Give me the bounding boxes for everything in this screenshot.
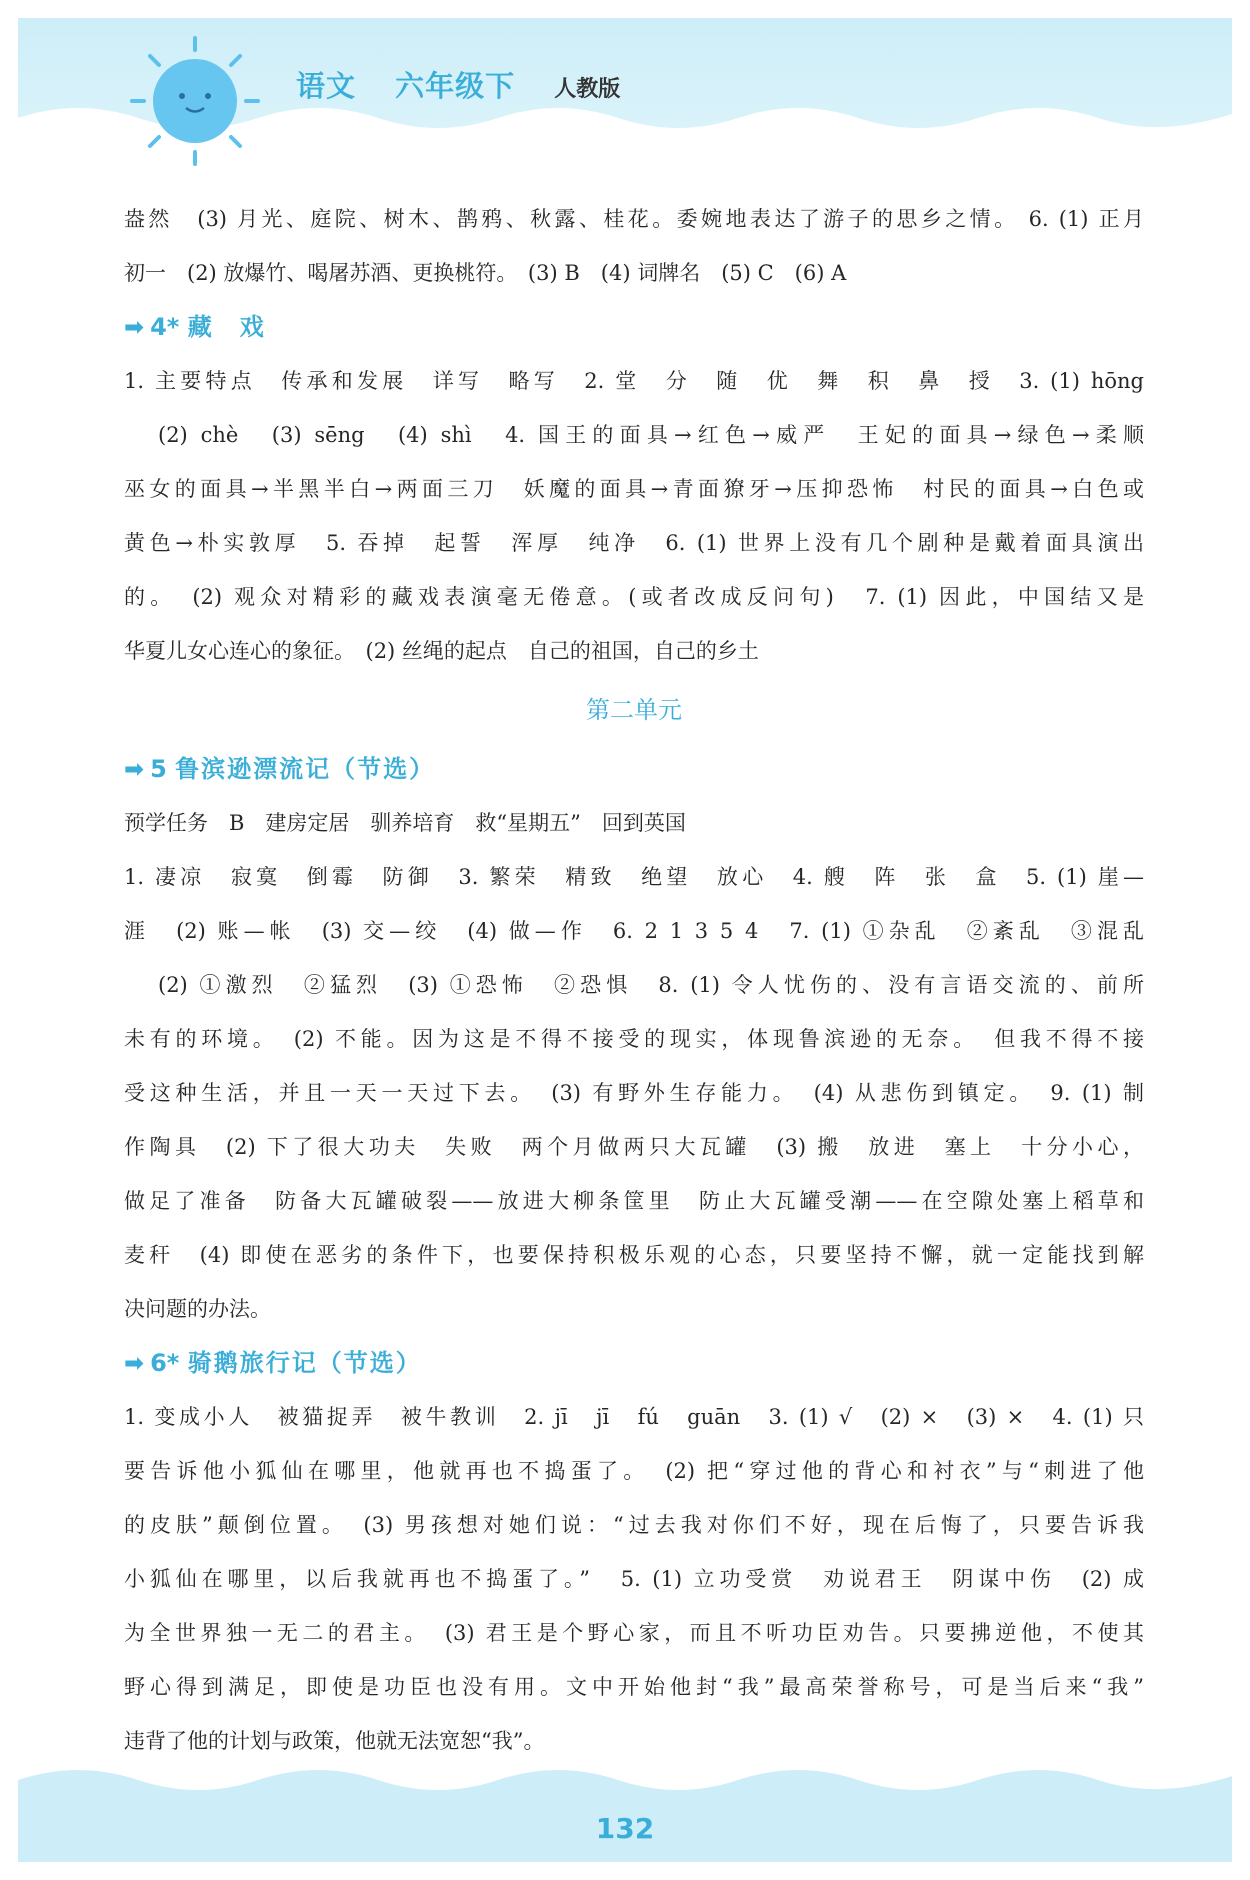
unit-title: 第二单元 (586, 696, 682, 724)
text-line: 预学任务 B 建房定居 驯养培育 救“星期五” 回到英国 (124, 811, 686, 835)
text-line: (2) ①激烈 ②猛烈 (3) ①恐怖 ②恐惧 8. (1) 令人忧伤的、没有言语交流的、前所 (158, 973, 1144, 997)
text-line: 违背了他的计划与政策，他就无法宽恕“我”。 (124, 1729, 545, 1753)
arrow-icon: ➡ (124, 755, 145, 783)
text-line: 做足了准备 防备大瓦罐破裂——放进大柳条筐里 防止大瓦罐受潮——在空隙处塞上稻草和 (124, 1189, 1144, 1213)
page-footer (18, 1760, 1232, 1862)
lesson-number: 6* (150, 1349, 180, 1377)
text-line: 野心得到满足，即使是功臣也没有用。文中开始他封“我”最高荣誉称号，可是当后来“我” (124, 1675, 1144, 1699)
footer-wave (18, 1760, 1232, 1862)
lesson-6-heading (124, 1336, 1144, 1390)
arrow-icon: ➡ (124, 1349, 145, 1377)
lesson-number: 4* (150, 313, 180, 341)
lesson-5-heading (124, 742, 1144, 796)
text-line: 为全世界独一无二的君主。 (3) 君王是个野心家，而且不听功臣劝告。只要拂逆他，不使其 (124, 1621, 1144, 1645)
text-line: 决问题的办法。 (124, 1297, 271, 1321)
lesson-title: 鲁滨逊漂流记（节选） (175, 755, 436, 783)
lesson-number: 5 (150, 755, 167, 783)
text-line: 的皮肤”颠倒位置。 (3) 男孩想对她们说：“过去我对你们不好，现在后悔了，只要告诉我 (124, 1513, 1144, 1537)
sun-icon (130, 36, 260, 166)
text-line: 未有的环境。 (2) 不能。因为这是不得不接受的现实，体现鲁滨逊的无奈。 但我不得不接 (124, 1027, 1144, 1051)
text-line: 盎然 (3) 月光、庭院、树木、鹊鸦、秋露、桂花。委婉地表达了游子的思乡之情。 6. (1) 正月 (124, 207, 1144, 231)
grade-label: 六年级下 (395, 69, 516, 103)
edition-label: 人教版 (554, 77, 621, 102)
text-line: 受这种生活，并且一天一天过下去。 (3) 有野外生存能力。 (4) 从悲伤到镇定。 9. (1) 制 (124, 1081, 1144, 1105)
text-line: 麦秆 (4) 即使在恶劣的条件下，也要保持积极乐观的心态，只要坚持不懈，就一定能找到解 (124, 1243, 1144, 1267)
text-line: 黄色→朴实敦厚 5. 吞掉 起誓 浑厚 纯净 6. (1) 世界上没有几个剧种是戴着面具演出 (124, 531, 1144, 555)
answer-content (124, 192, 1144, 1768)
text-line: (2) chè (3) sēng (4) shì 4. 国王的面具→红色→威严 王妃的面具→绿色→柔顺 (158, 423, 1144, 447)
lesson-title: 藏 戏 (187, 313, 266, 341)
text-line: 初一 (2) 放爆竹、喝屠苏酒、更换桃符。 (3) B (4) 词牌名 (5) C (6) A (124, 261, 847, 285)
arrow-icon: ➡ (124, 313, 145, 341)
text-line: 的。 (2) 观众对精彩的藏戏表演毫无倦意。(或者改成反问句) 7. (1) 因此，中国结又是 (124, 585, 1144, 609)
text-line: 1. 凄凉 寂寞 倒霉 防御 3. 繁荣 精致 绝望 放心 4. 艘 阵 张 盒 5. (1) 崖— (124, 865, 1144, 889)
text-line: 1. 主要特点 传承和发展 详写 略写 2. 堂 分 随 优 舞 积 鼻 授 3. (1) hōng (124, 369, 1144, 393)
text-line: 1. 变成小人 被猫捉弄 被牛教训 2. jī jī fú guān 3. (1) √ (2) × (3) × 4. (1) 只 (124, 1405, 1144, 1429)
header-title (296, 64, 648, 105)
text-line: 华夏儿女心连心的象征。 (2) 丝绳的起点 自己的祖国，自己的乡土 (124, 639, 759, 663)
lesson-title: 骑鹅旅行记（节选） (187, 1349, 422, 1377)
subject-label: 语文 (296, 69, 357, 103)
text-line: 巫女的面具→半黑半白→两面三刀 妖魔的面具→青面獠牙→压抑恐怖 村民的面具→白色或 (124, 477, 1144, 501)
lesson-4-heading (124, 300, 1144, 354)
page-number: 132 (595, 1812, 655, 1845)
text-line: 涯 (2) 账—帐 (3) 交—绞 (4) 做—作 6. 2 1 3 5 4 7. (1) ①杂乱 ②紊乱 ③混乱 (124, 919, 1144, 943)
text-line: 作陶具 (2) 下了很大功夫 失败 两个月做两只大瓦罐 (3) 搬 放进 塞上 十分小心， (124, 1135, 1144, 1159)
text-line: 小狐仙在哪里，以后我就再也不捣蛋了。” 5. (1) 立功受赏 劝说君王 阴谋中伤 (2) 成 (124, 1567, 1144, 1591)
text-line: 要告诉他小狐仙在哪里，他就再也不捣蛋了。 (2) 把“穿过他的背心和衬衣”与“刺进了他 (124, 1459, 1144, 1483)
